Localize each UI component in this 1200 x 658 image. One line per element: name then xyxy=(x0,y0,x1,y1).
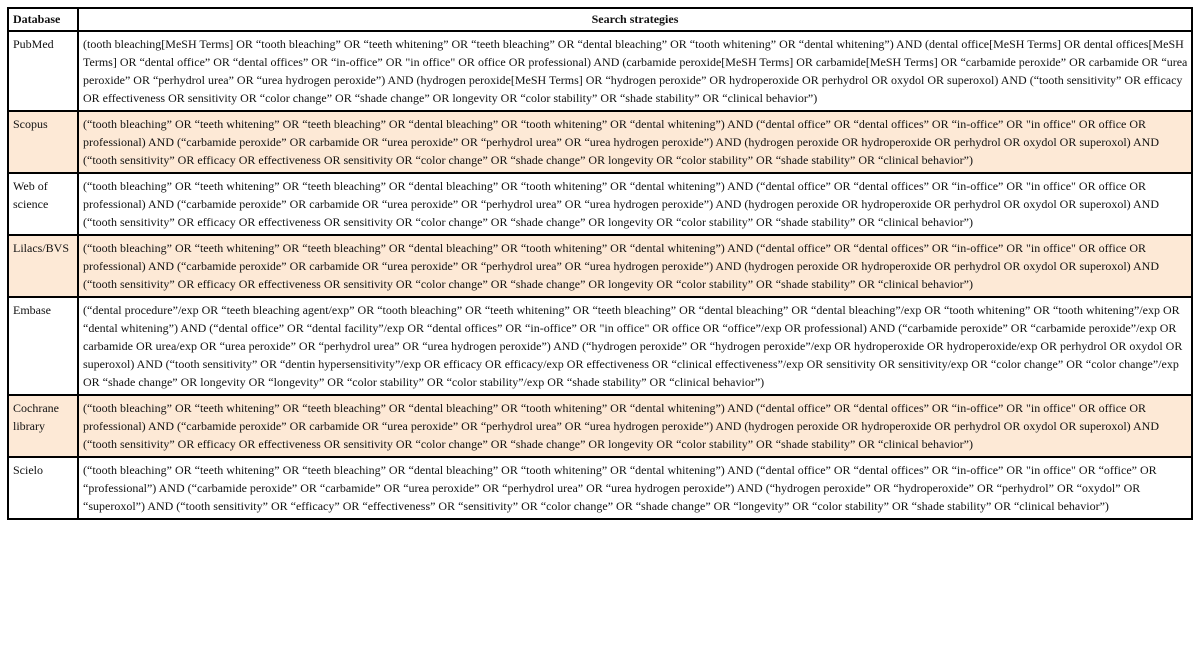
database-cell: Cochrane library xyxy=(8,395,78,457)
table-row xyxy=(8,235,1192,297)
database-cell: Embase xyxy=(8,297,78,395)
strategy-cell: (“tooth bleaching” OR “teeth whitening” OR “teeth bleaching” OR “dental bleaching” OR “tooth whitening” OR “dental whitening”) AND (“dental office” OR “dental offices” OR “in-office” OR "in office" OR office OR professional) AND (“carbamide peroxide” OR carbamide OR “urea peroxide” OR “perhydrol urea” OR “urea hydrogen peroxide”) AND (hydrogen peroxide OR hydroperoxide OR perhydrol OR oxydol OR superoxol) AND (“tooth sensitivity” OR efficacy OR effectiveness OR sensitivity OR “color change” OR “shade change” OR longevity OR “color stability” OR “shade stability” OR “clinical behavior”) xyxy=(78,235,1192,297)
table-row xyxy=(8,31,1192,111)
table-row xyxy=(8,457,1192,519)
table-row xyxy=(8,395,1192,457)
database-cell: Scopus xyxy=(8,111,78,173)
database-cell: PubMed xyxy=(8,31,78,111)
search-strategies-column-header: Search strategies xyxy=(78,8,1192,31)
strategy-cell: (“dental procedure”/exp OR “teeth bleaching agent/exp” OR “tooth bleaching” OR “teeth whitening” OR “teeth bleaching” OR “dental bleaching” OR “dental bleaching”/exp OR “tooth whitening” OR “tooth whitening”/exp OR “dental whitening”) AND (“dental office” OR “dental facility”/exp OR “dental offices” OR “in-office” OR "in office" OR office OR “office”/exp OR professional) AND (“carbamide peroxide” OR “carbamide peroxide”/exp OR carbamide OR urea/exp OR “urea peroxide” OR “perhydrol urea” OR “urea hydrogen peroxide”) AND (“hydrogen peroxide” OR “hydrogen peroxide”/exp OR hydroperoxide OR hydroperoxide/exp OR perhydrol OR oxydol OR superoxol) AND (“tooth sensitivity” OR “dentin hypersensitivity”/exp OR efficacy OR efficacy/exp OR effectiveness OR “clinical effectiveness”/exp OR sensitivity OR sensitivity/exp OR “color change” OR “color change”/exp OR “shade change” OR longevity OR “longevity” OR “color stability” OR “color stability”/exp OR “shade stability” OR “clinical behavior”) xyxy=(78,297,1192,395)
table-header-row xyxy=(8,8,1192,31)
table-row xyxy=(8,173,1192,235)
strategy-cell: (“tooth bleaching” OR “teeth whitening” OR “teeth bleaching” OR “dental bleaching” OR “tooth whitening” OR “dental whitening”) AND (“dental office” OR “dental offices” OR “in-office” OR "in office" OR office OR professional) AND (“carbamide peroxide” OR carbamide OR “urea peroxide” OR “perhydrol urea” OR “urea hydrogen peroxide”) AND (hydrogen peroxide OR hydroperoxide OR perhydrol OR oxydol OR superoxol) AND (“tooth sensitivity” OR efficacy OR effectiveness OR sensitivity OR “color change” OR “shade change” OR longevity OR “color stability” OR “shade stability” OR “clinical behavior”) xyxy=(78,111,1192,173)
strategy-cell: (“tooth bleaching” OR “teeth whitening” OR “teeth bleaching” OR “dental bleaching” OR “tooth whitening” OR “dental whitening”) AND (“dental office” OR “dental offices” OR “in-office” OR "in office" OR “office” OR “professional”) AND (“carbamide peroxide” OR “carbamide” OR “urea peroxide” OR “perhydrol urea” OR “urea hydrogen peroxide”) AND (“hydrogen peroxide” OR “hydroperoxide” OR “perhydrol” OR “oxydol” OR “superoxol”) AND (“tooth sensitivity” OR “efficacy” OR “effectiveness” OR “sensitivity” OR “color change” OR “shade change” OR “longevity” OR “color stability” OR “shade stability” OR “clinical behavior”) xyxy=(78,457,1192,519)
search-strategy-table xyxy=(7,7,1193,520)
table-row xyxy=(8,297,1192,395)
strategy-cell: (“tooth bleaching” OR “teeth whitening” OR “teeth bleaching” OR “dental bleaching” OR “tooth whitening” OR “dental whitening”) AND (“dental office” OR “dental offices” OR “in-office” OR "in office" OR office OR professional) AND (“carbamide peroxide” OR carbamide OR “urea peroxide” OR “perhydrol urea” OR “urea hydrogen peroxide”) AND (hydrogen peroxide OR hydroperoxide OR perhydrol OR oxydol OR superoxol) AND (“tooth sensitivity” OR efficacy OR effectiveness OR sensitivity OR “color change” OR “shade change” OR longevity OR “color stability” OR “shade stability” OR “clinical behavior”) xyxy=(78,173,1192,235)
table-row xyxy=(8,111,1192,173)
database-cell: Lilacs/BVS xyxy=(8,235,78,297)
strategy-cell: (“tooth bleaching” OR “teeth whitening” OR “teeth bleaching” OR “dental bleaching” OR “tooth whitening” OR “dental whitening”) AND (“dental office” OR “dental offices” OR “in-office” OR "in office" OR office OR professional) AND (“carbamide peroxide” OR carbamide OR “urea peroxide” OR “perhydrol urea” OR “urea hydrogen peroxide”) AND (hydrogen peroxide OR hydroperoxide OR perhydrol OR oxydol OR superoxol) AND (“tooth sensitivity” OR efficacy OR effectiveness OR sensitivity OR “color change” OR “shade change” OR longevity OR “color stability” OR “shade stability” OR “clinical behavior”) xyxy=(78,395,1192,457)
database-cell: Scielo xyxy=(8,457,78,519)
database-column-header: Database xyxy=(8,8,78,31)
strategy-cell: (tooth bleaching[MeSH Terms] OR “tooth bleaching” OR “teeth whitening” OR “teeth bleaching” OR “dental bleaching” OR “tooth whitening” OR “dental whitening”) AND (dental office[MeSH Terms] OR dental offices[MeSH Terms] OR “dental office” OR “dental offices” OR “in-office” OR "in office" OR office OR professional) AND (carbamide peroxide[MeSH Terms] OR carbamide[MeSH Terms] OR “carbamide peroxide” OR carbamide OR “urea peroxide” OR “perhydrol urea” OR “urea hydrogen peroxide”) AND (hydrogen peroxide[MeSH Terms] OR “hydrogen peroxide” OR hydroperoxide OR perhydrol OR oxydol OR superoxol) AND (“tooth sensitivity” OR efficacy OR effectiveness OR sensitivity OR “color change” OR “shade change” OR longevity OR “color stability” OR “shade stability” OR “clinical behavior”) xyxy=(78,31,1192,111)
search-strategy-table-wrapper xyxy=(7,7,1191,520)
database-cell: Web of science xyxy=(8,173,78,235)
